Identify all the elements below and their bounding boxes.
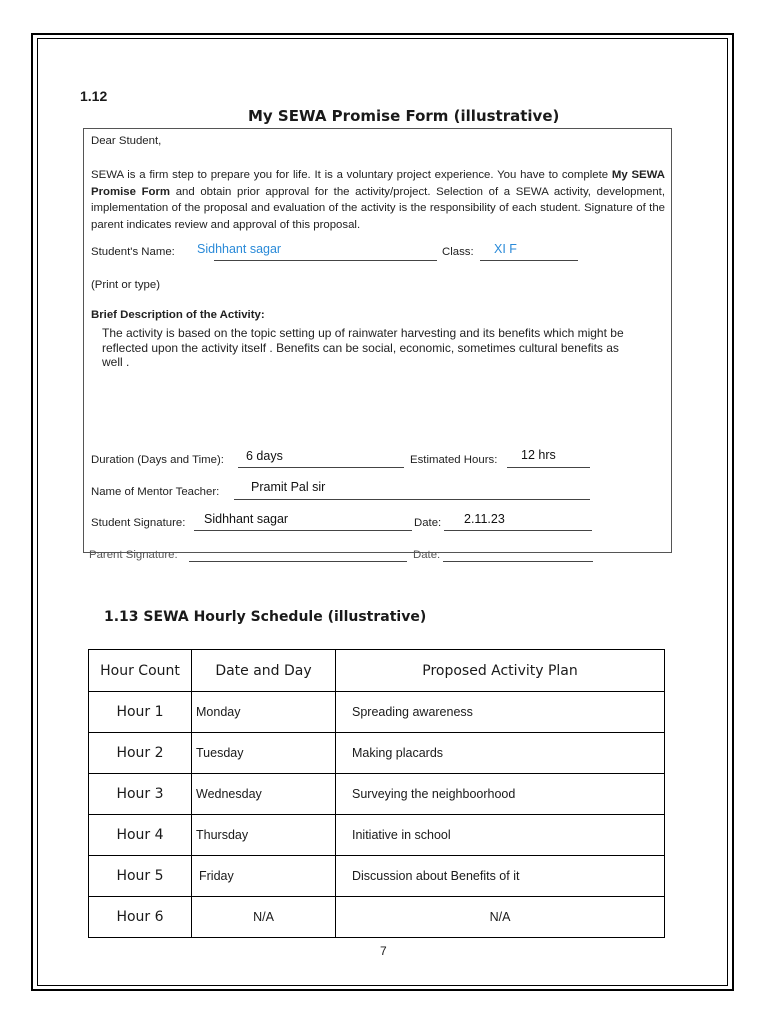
form-title: My SEWA Promise Form (illustrative) <box>248 107 560 125</box>
plan-cell: Making placards <box>336 733 665 774</box>
table-row <box>89 733 665 774</box>
date-line <box>444 530 592 531</box>
day-cell: N/A <box>192 897 336 938</box>
table-row <box>89 774 665 815</box>
print-note: (Print or type) <box>91 279 160 291</box>
plan-cell: Discussion about Benefits of it <box>336 856 665 897</box>
parent-date-line <box>443 561 593 562</box>
table-row <box>89 692 665 733</box>
table-row <box>89 856 665 897</box>
table-row <box>89 815 665 856</box>
brief-description-text[interactable]: The activity is based on the topic setting up of rainwater harvesting and its benefits which might be reflected upon the activity itself . Benefits can be social, economic, sometimes cultural benefits as well . <box>102 326 624 369</box>
section-number: 1.12 <box>80 88 108 104</box>
student-name-value[interactable]: Sidhhant sagar <box>197 242 282 256</box>
day-cell: Friday <box>192 856 336 897</box>
plan-cell: Surveying the neighboorhood <box>336 774 665 815</box>
estimated-hours-label: Estimated Hours: <box>410 454 498 466</box>
plan-cell: N/A <box>336 897 665 938</box>
day-cell: Tuesday <box>192 733 336 774</box>
class-value[interactable]: XI F <box>494 242 517 256</box>
plan-cell: Spreading awareness <box>336 692 665 733</box>
promise-form <box>83 128 672 553</box>
header-hour-count: Hour Count <box>89 650 192 692</box>
parent-signature-label: Parent Signature: <box>89 549 178 561</box>
parent-signature-row <box>89 549 178 561</box>
hourly-schedule-table <box>88 649 665 938</box>
hour-cell: Hour 6 <box>89 897 192 938</box>
hour-cell: Hour 3 <box>89 774 192 815</box>
student-signature-label: Student Signature: <box>91 517 186 529</box>
page-number: 7 <box>380 944 387 958</box>
class-label: Class: <box>442 246 474 258</box>
intro-paragraph <box>91 167 665 233</box>
duration-label: Duration (Days and Time): <box>91 454 224 466</box>
table-row <box>89 897 665 938</box>
estimated-hours-value[interactable]: 12 hrs <box>521 448 556 462</box>
parent-date-label: Date: <box>413 549 441 561</box>
mentor-label: Name of Mentor Teacher: <box>91 486 220 498</box>
day-cell: Monday <box>192 692 336 733</box>
hour-cell: Hour 5 <box>89 856 192 897</box>
parent-signature-line <box>189 561 407 562</box>
brief-description-label: Brief Description of the Activity: <box>91 309 265 321</box>
hours-line <box>507 467 590 468</box>
intro-text-post: and obtain prior approval for the activity/project. Selection of a SEWA activity, development, implementation of the proposal and evaluation of the activity is the responsibility of each student. Signature of the parent indicates review and approval of this proposal. <box>91 185 665 231</box>
date-value[interactable]: 2.11.23 <box>464 512 505 526</box>
day-cell: Thursday <box>192 815 336 856</box>
intro-text-pre: SEWA is a firm step to prepare you for life. It is a voluntary project experience. You have to complete <box>91 169 612 181</box>
class-line <box>480 260 578 261</box>
header-date-and-day: Date and Day <box>192 650 336 692</box>
schedule-title: 1.13 SEWA Hourly Schedule (illustrative) <box>104 609 427 625</box>
duration-value[interactable]: 6 days <box>246 449 283 463</box>
day-cell: Wednesday <box>192 774 336 815</box>
header-activity-plan: Proposed Activity Plan <box>336 650 665 692</box>
hour-cell: Hour 1 <box>89 692 192 733</box>
mentor-value[interactable]: Pramit Pal sir <box>251 480 326 494</box>
student-name-line <box>214 260 437 261</box>
hour-cell: Hour 4 <box>89 815 192 856</box>
greeting: Dear Student, <box>91 135 162 147</box>
student-signature-value[interactable]: Sidhhant sagar <box>204 512 289 526</box>
student-name-label: Student's Name: <box>91 246 175 258</box>
mentor-line <box>234 499 590 500</box>
hour-cell: Hour 2 <box>89 733 192 774</box>
duration-line <box>238 467 404 468</box>
date-label: Date: <box>414 517 442 529</box>
intro-text-bold: My SEWA Promise Form <box>91 169 666 198</box>
table-header-row <box>89 650 665 692</box>
parent-date-row <box>413 549 440 561</box>
student-signature-line <box>194 530 412 531</box>
plan-cell: Initiative in school <box>336 815 665 856</box>
